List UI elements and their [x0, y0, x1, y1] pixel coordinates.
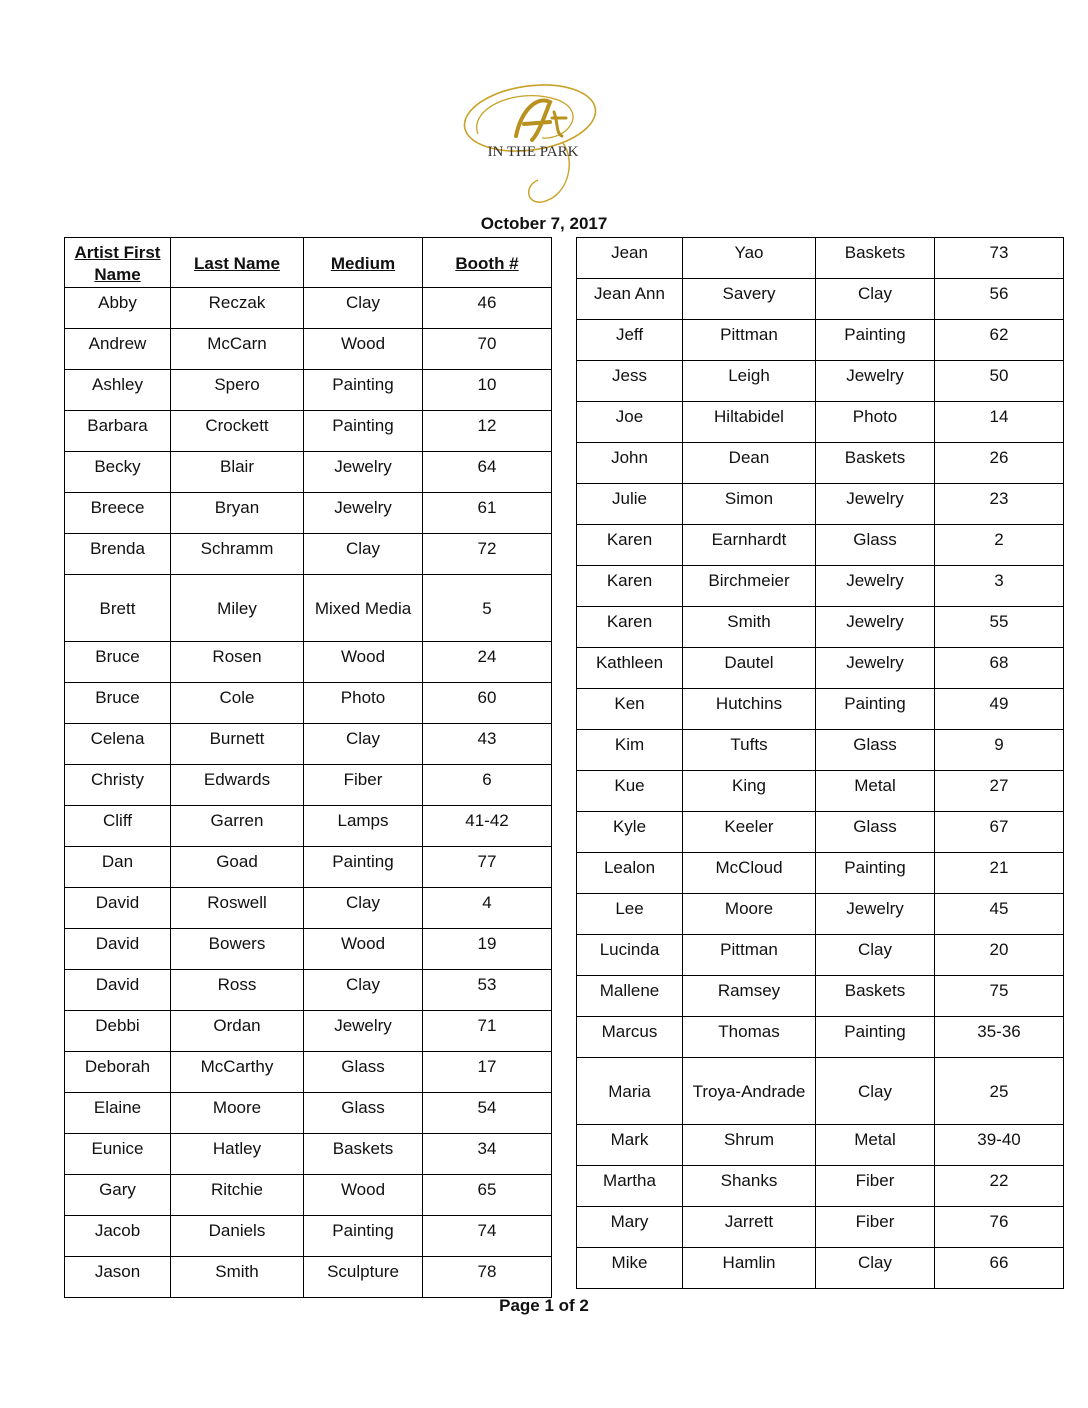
table-row	[65, 1011, 552, 1052]
cell-booth: 62	[935, 320, 1064, 361]
cell-last-name: Smith	[171, 1257, 304, 1298]
cell-last-name: Schramm	[171, 534, 304, 575]
cell-booth: 64	[423, 452, 552, 493]
cell-first-name: Jacob	[65, 1216, 171, 1257]
cell-first-name: Lealon	[577, 853, 683, 894]
table-row	[577, 1125, 1064, 1166]
cell-booth: 67	[935, 812, 1064, 853]
table-row	[65, 575, 552, 642]
cell-last-name: Thomas	[683, 1017, 816, 1058]
cell-medium: Painting	[304, 847, 423, 888]
table-row	[577, 1207, 1064, 1248]
cell-first-name: Martha	[577, 1166, 683, 1207]
cell-first-name: Mary	[577, 1207, 683, 1248]
cell-first-name: Andrew	[65, 329, 171, 370]
cell-first-name: Lee	[577, 894, 683, 935]
cell-last-name: Shrum	[683, 1125, 816, 1166]
cell-booth: 12	[423, 411, 552, 452]
cell-medium: Jewelry	[816, 894, 935, 935]
cell-last-name: Goad	[171, 847, 304, 888]
cell-medium: Glass	[816, 525, 935, 566]
artist-table-right	[576, 237, 1064, 1289]
cell-first-name: Kyle	[577, 812, 683, 853]
cell-first-name: Breece	[65, 493, 171, 534]
cell-medium: Clay	[304, 970, 423, 1011]
cell-medium: Clay	[816, 279, 935, 320]
cell-booth: 4	[423, 888, 552, 929]
table-row	[65, 929, 552, 970]
cell-medium: Clay	[816, 935, 935, 976]
cell-medium: Baskets	[816, 976, 935, 1017]
cell-medium: Fiber	[816, 1207, 935, 1248]
table-row	[65, 329, 552, 370]
cell-medium: Jewelry	[816, 484, 935, 525]
cell-last-name: Ross	[171, 970, 304, 1011]
table-row	[577, 443, 1064, 484]
cell-medium: Clay	[816, 1058, 935, 1125]
cell-booth: 61	[423, 493, 552, 534]
cell-booth: 71	[423, 1011, 552, 1052]
table-row	[65, 1257, 552, 1298]
table-row	[577, 648, 1064, 689]
cell-first-name: Becky	[65, 452, 171, 493]
cell-last-name: Jarrett	[683, 1207, 816, 1248]
cell-last-name: Dautel	[683, 648, 816, 689]
cell-medium: Baskets	[816, 443, 935, 484]
cell-last-name: Reczak	[171, 288, 304, 329]
table-row	[65, 370, 552, 411]
cell-medium: Metal	[816, 771, 935, 812]
cell-last-name: Bryan	[171, 493, 304, 534]
cell-first-name: Kue	[577, 771, 683, 812]
cell-first-name: Ken	[577, 689, 683, 730]
cell-booth: 3	[935, 566, 1064, 607]
table-row	[577, 566, 1064, 607]
cell-last-name: Bowers	[171, 929, 304, 970]
cell-first-name: Mallene	[577, 976, 683, 1017]
table-row	[65, 765, 552, 806]
cell-last-name: Pittman	[683, 935, 816, 976]
table-row	[65, 806, 552, 847]
cell-medium: Wood	[304, 642, 423, 683]
cell-first-name: Brett	[65, 575, 171, 642]
cell-medium: Metal	[816, 1125, 935, 1166]
cell-last-name: Spero	[171, 370, 304, 411]
cell-medium: Glass	[816, 730, 935, 771]
table-row	[65, 452, 552, 493]
column-header-booth: Booth #	[423, 238, 552, 288]
cell-last-name: McCarn	[171, 329, 304, 370]
table-row	[577, 1166, 1064, 1207]
cell-first-name: Celena	[65, 724, 171, 765]
cell-booth: 53	[423, 970, 552, 1011]
cell-medium: Painting	[304, 1216, 423, 1257]
cell-last-name: Blair	[171, 452, 304, 493]
table-row	[577, 525, 1064, 566]
cell-medium: Baskets	[816, 238, 935, 279]
cell-last-name: Cole	[171, 683, 304, 724]
cell-booth: 26	[935, 443, 1064, 484]
cell-booth: 19	[423, 929, 552, 970]
cell-last-name: Hiltabidel	[683, 402, 816, 443]
art-in-the-park-logo	[458, 78, 608, 206]
cell-last-name: Hutchins	[683, 689, 816, 730]
artist-table-right-body	[577, 238, 1064, 1289]
cell-booth: 74	[423, 1216, 552, 1257]
cell-first-name: Maria	[577, 1058, 683, 1125]
table-row	[65, 288, 552, 329]
cell-first-name: Karen	[577, 566, 683, 607]
table-row	[577, 853, 1064, 894]
cell-booth: 6	[423, 765, 552, 806]
table-row	[577, 238, 1064, 279]
cell-first-name: Brenda	[65, 534, 171, 575]
cell-medium: Jewelry	[304, 1011, 423, 1052]
cell-medium: Clay	[304, 888, 423, 929]
cell-last-name: Pittman	[683, 320, 816, 361]
cell-first-name: Elaine	[65, 1093, 171, 1134]
cell-medium: Glass	[816, 812, 935, 853]
cell-medium: Jewelry	[816, 361, 935, 402]
cell-booth: 54	[423, 1093, 552, 1134]
cell-booth: 39-40	[935, 1125, 1064, 1166]
cell-last-name: Miley	[171, 575, 304, 642]
table-row	[65, 1216, 552, 1257]
table-row	[577, 976, 1064, 1017]
cell-booth: 10	[423, 370, 552, 411]
cell-last-name: Smith	[683, 607, 816, 648]
cell-booth: 72	[423, 534, 552, 575]
cell-first-name: David	[65, 929, 171, 970]
table-row	[65, 1093, 552, 1134]
cell-medium: Painting	[304, 370, 423, 411]
cell-medium: Mixed Media	[304, 575, 423, 642]
cell-first-name: Christy	[65, 765, 171, 806]
cell-medium: Wood	[304, 1175, 423, 1216]
cell-booth: 27	[935, 771, 1064, 812]
cell-last-name: Birchmeier	[683, 566, 816, 607]
cell-medium: Fiber	[304, 765, 423, 806]
cell-medium: Jewelry	[816, 566, 935, 607]
cell-medium: Baskets	[304, 1134, 423, 1175]
cell-first-name: David	[65, 888, 171, 929]
cell-first-name: Bruce	[65, 683, 171, 724]
cell-booth: 76	[935, 1207, 1064, 1248]
cell-booth: 25	[935, 1058, 1064, 1125]
cell-medium: Painting	[816, 853, 935, 894]
cell-last-name: Hatley	[171, 1134, 304, 1175]
cell-last-name: Moore	[171, 1093, 304, 1134]
table-row	[65, 493, 552, 534]
table-row	[65, 683, 552, 724]
cell-first-name: Kim	[577, 730, 683, 771]
cell-first-name: Mike	[577, 1248, 683, 1289]
cell-booth: 68	[935, 648, 1064, 689]
cell-first-name: Gary	[65, 1175, 171, 1216]
cell-first-name: Mark	[577, 1125, 683, 1166]
table-row	[65, 534, 552, 575]
cell-booth: 50	[935, 361, 1064, 402]
cell-booth: 35-36	[935, 1017, 1064, 1058]
cell-booth: 22	[935, 1166, 1064, 1207]
cell-first-name: Jeff	[577, 320, 683, 361]
cell-last-name: Daniels	[171, 1216, 304, 1257]
cell-first-name: Karen	[577, 607, 683, 648]
cell-first-name: Dan	[65, 847, 171, 888]
table-row	[577, 935, 1064, 976]
column-header-last-name: Last Name	[171, 238, 304, 288]
table-row	[65, 724, 552, 765]
cell-booth: 73	[935, 238, 1064, 279]
cell-booth: 55	[935, 607, 1064, 648]
cell-last-name: Keeler	[683, 812, 816, 853]
cell-last-name: Rosen	[171, 642, 304, 683]
cell-first-name: Barbara	[65, 411, 171, 452]
cell-last-name: King	[683, 771, 816, 812]
cell-booth: 21	[935, 853, 1064, 894]
cell-medium: Clay	[304, 288, 423, 329]
cell-first-name: Lucinda	[577, 935, 683, 976]
cell-medium: Wood	[304, 929, 423, 970]
cell-booth: 60	[423, 683, 552, 724]
cell-medium: Glass	[304, 1093, 423, 1134]
cell-last-name: McCloud	[683, 853, 816, 894]
logo-text: IN THE PARK	[487, 144, 579, 160]
cell-medium: Clay	[304, 724, 423, 765]
cell-first-name: Debbi	[65, 1011, 171, 1052]
artist-table-left	[64, 237, 552, 1298]
table-row	[577, 1058, 1064, 1125]
cell-first-name: Kathleen	[577, 648, 683, 689]
cell-last-name: Hamlin	[683, 1248, 816, 1289]
cell-last-name: Shanks	[683, 1166, 816, 1207]
cell-booth: 65	[423, 1175, 552, 1216]
cell-last-name: Savery	[683, 279, 816, 320]
cell-medium: Lamps	[304, 806, 423, 847]
table-row	[65, 642, 552, 683]
table-row	[65, 888, 552, 929]
cell-medium: Painting	[816, 320, 935, 361]
cell-last-name: Crockett	[171, 411, 304, 452]
cell-booth: 2	[935, 525, 1064, 566]
cell-booth: 66	[935, 1248, 1064, 1289]
table-row	[577, 484, 1064, 525]
cell-last-name: Burnett	[171, 724, 304, 765]
cell-last-name: Tufts	[683, 730, 816, 771]
cell-first-name: David	[65, 970, 171, 1011]
cell-first-name: Karen	[577, 525, 683, 566]
cell-booth: 46	[423, 288, 552, 329]
cell-medium: Fiber	[816, 1166, 935, 1207]
table-row	[65, 411, 552, 452]
cell-booth: 45	[935, 894, 1064, 935]
cell-first-name: Jason	[65, 1257, 171, 1298]
table-row	[577, 894, 1064, 935]
cell-medium: Jewelry	[816, 607, 935, 648]
cell-first-name: Cliff	[65, 806, 171, 847]
cell-medium: Clay	[816, 1248, 935, 1289]
cell-last-name: Edwards	[171, 765, 304, 806]
table-header-row	[65, 238, 552, 288]
cell-medium: Painting	[816, 1017, 935, 1058]
cell-first-name: Bruce	[65, 642, 171, 683]
cell-first-name: Abby	[65, 288, 171, 329]
cell-booth: 43	[423, 724, 552, 765]
cell-first-name: Jess	[577, 361, 683, 402]
cell-booth: 23	[935, 484, 1064, 525]
cell-last-name: Simon	[683, 484, 816, 525]
cell-first-name: Marcus	[577, 1017, 683, 1058]
table-row	[577, 402, 1064, 443]
cell-last-name: Leigh	[683, 361, 816, 402]
cell-booth: 78	[423, 1257, 552, 1298]
cell-medium: Jewelry	[816, 648, 935, 689]
event-date: October 7, 2017	[480, 214, 608, 233]
table-row	[65, 1134, 552, 1175]
cell-last-name: Dean	[683, 443, 816, 484]
cell-last-name: Ramsey	[683, 976, 816, 1017]
page-number: Page 1 of 2	[499, 1296, 589, 1315]
cell-booth: 5	[423, 575, 552, 642]
table-row	[65, 1175, 552, 1216]
cell-booth: 77	[423, 847, 552, 888]
cell-booth: 24	[423, 642, 552, 683]
artist-table-left-body	[65, 288, 552, 1298]
cell-medium: Clay	[304, 534, 423, 575]
cell-medium: Photo	[304, 683, 423, 724]
cell-booth: 70	[423, 329, 552, 370]
cell-first-name: John	[577, 443, 683, 484]
table-row	[65, 847, 552, 888]
cell-last-name: Moore	[683, 894, 816, 935]
cell-first-name: Deborah	[65, 1052, 171, 1093]
cell-booth: 14	[935, 402, 1064, 443]
column-header-medium: Medium	[304, 238, 423, 288]
cell-last-name: Ordan	[171, 1011, 304, 1052]
cell-booth: 34	[423, 1134, 552, 1175]
cell-medium: Painting	[304, 411, 423, 452]
cell-last-name: Garren	[171, 806, 304, 847]
cell-booth: 9	[935, 730, 1064, 771]
cell-last-name: Roswell	[171, 888, 304, 929]
cell-medium: Painting	[816, 689, 935, 730]
cell-first-name: Jean	[577, 238, 683, 279]
cell-booth: 41-42	[423, 806, 552, 847]
cell-booth: 20	[935, 935, 1064, 976]
cell-first-name: Ashley	[65, 370, 171, 411]
table-row	[577, 607, 1064, 648]
cell-last-name: Yao	[683, 238, 816, 279]
cell-last-name: Ritchie	[171, 1175, 304, 1216]
column-header-first-name: Artist First Name	[65, 238, 171, 288]
cell-medium: Sculpture	[304, 1257, 423, 1298]
cell-medium: Jewelry	[304, 493, 423, 534]
cell-last-name: Earnhardt	[683, 525, 816, 566]
table-row	[577, 320, 1064, 361]
table-row	[577, 771, 1064, 812]
cell-first-name: Eunice	[65, 1134, 171, 1175]
cell-medium: Wood	[304, 329, 423, 370]
table-row	[577, 1017, 1064, 1058]
table-row	[577, 279, 1064, 320]
table-row	[577, 1248, 1064, 1289]
table-row	[577, 361, 1064, 402]
table-row	[577, 812, 1064, 853]
cell-booth: 49	[935, 689, 1064, 730]
table-row	[65, 970, 552, 1011]
cell-booth: 56	[935, 279, 1064, 320]
cell-first-name: Joe	[577, 402, 683, 443]
cell-last-name: Troya-Andrade	[683, 1058, 816, 1125]
cell-first-name: Jean Ann	[577, 279, 683, 320]
cell-last-name: McCarthy	[171, 1052, 304, 1093]
cell-medium: Jewelry	[304, 452, 423, 493]
cell-medium: Photo	[816, 402, 935, 443]
table-row	[65, 1052, 552, 1093]
cell-medium: Glass	[304, 1052, 423, 1093]
cell-first-name: Julie	[577, 484, 683, 525]
table-row	[577, 730, 1064, 771]
cell-booth: 17	[423, 1052, 552, 1093]
table-row	[577, 689, 1064, 730]
cell-booth: 75	[935, 976, 1064, 1017]
